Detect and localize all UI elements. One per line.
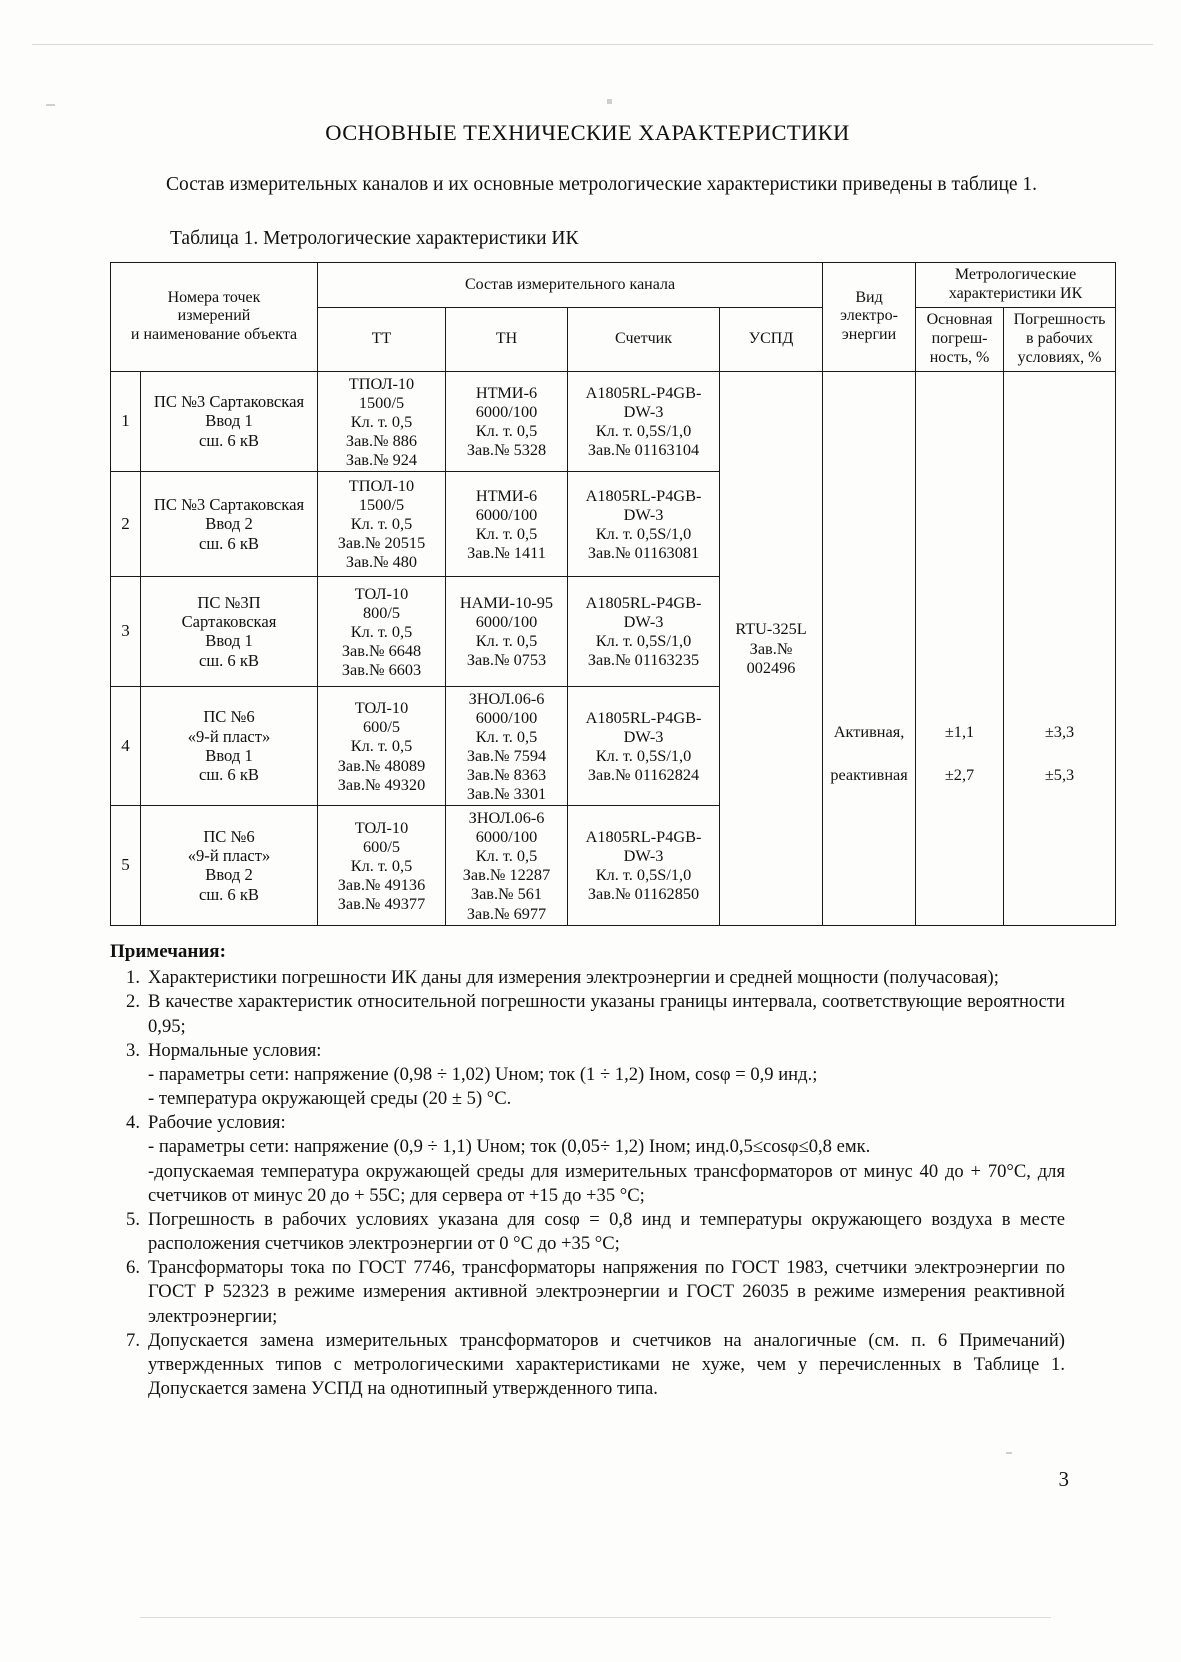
cell-line: 600/5 — [362, 717, 401, 737]
cell-line: сш. 6 кВ — [198, 430, 259, 450]
cell-line: Ввод 1 — [205, 746, 253, 765]
cell-line: Кл. т. 0,5 — [475, 726, 538, 746]
cell-line: 6000/100 — [475, 402, 538, 422]
cell-line: Кл. т. 0,5 — [475, 631, 538, 651]
cell-energy-type: Активная, реактивная — [823, 371, 916, 925]
cell-counter — [568, 576, 720, 686]
header-main-error: Основная погреш- ность, % — [916, 307, 1004, 371]
row-number — [111, 471, 141, 576]
cell-line: 4 — [121, 736, 130, 756]
cell-line: DW-3 — [623, 846, 664, 866]
cell-line: 6000/100 — [475, 707, 538, 727]
cell-line: Кл. т. 0,5 — [350, 621, 413, 641]
cell-line: Зав.№ 6648 — [341, 640, 422, 660]
cell-line: Кл. т. 0,5 — [475, 523, 538, 543]
cell-tn — [446, 686, 568, 805]
cell-line: Зав.№ 886 — [345, 430, 418, 450]
notes-list — [110, 966, 1065, 1401]
scan-artifact-top-rule — [32, 44, 1153, 45]
note-marker: 4. — [126, 1112, 140, 1134]
cell-working-error: ±3,3 ±5,3 — [1004, 371, 1116, 925]
cell-line: Зав.№ 48089 — [337, 755, 426, 775]
cell-object — [141, 806, 318, 925]
note-text: Рабочие условия: - параметры сети: напряжение (0,9 ÷ 1,1) Uном; ток (0,05÷ 1,2) Iном; инд.0,5≤cosφ≤0,8 емк. -допускаемая температура окружающей среды для измерительных трансформаторов от минус 40 до + 70°С, для счетчиков от минус 20 до + 55С; для сервера от +15 до +35 °С; — [148, 1111, 1065, 1208]
cell-line: A1805RL-P4GB- — [585, 383, 702, 403]
table-body — [111, 371, 1116, 925]
note-item — [110, 1329, 1065, 1402]
cell-line: НТМИ-6 — [475, 383, 538, 403]
note-marker: 3. — [126, 1039, 140, 1061]
note-item — [110, 1256, 1065, 1329]
cell-line: «9-й пласт» — [187, 726, 271, 746]
header-measurement-points: Номера точек измерений и наименование объекта — [111, 263, 318, 371]
header-channel-composition: Состав измерительного канала — [318, 263, 823, 308]
cell-line: сш. 6 кВ — [198, 884, 259, 904]
cell-line: Зав.№ 20515 — [337, 533, 426, 553]
note-marker: 6. — [126, 1257, 140, 1279]
cell-line: Зав.№ 6603 — [341, 659, 422, 679]
note-marker: 1. — [126, 967, 140, 989]
cell-line: 1500/5 — [358, 392, 405, 412]
cell-line: Зав.№ 49136 — [337, 874, 426, 894]
scan-artifact-bottom-rule — [140, 1617, 1051, 1618]
cell-line: Зав.№ 924 — [345, 449, 418, 469]
note-marker: 7. — [126, 1329, 140, 1351]
cell-line: 1 — [121, 411, 130, 431]
cell-line: ПС №3 Сартаковская — [153, 494, 305, 514]
cell-line: A1805RL-P4GB- — [585, 593, 702, 613]
cell-line: ПС №6 — [203, 826, 255, 846]
cell-object — [141, 371, 318, 471]
row-number — [111, 806, 141, 925]
note-item — [110, 1039, 1065, 1112]
note-subline: - параметры сети: напряжение (0,98 ÷ 1,02) Uном; ток (1 ÷ 1,2) Iном, cosφ = 0,9 инд.; — [148, 1063, 818, 1085]
cell-line: DW-3 — [623, 402, 664, 422]
cell-line: НТМИ-6 — [475, 485, 538, 505]
cell-line: Зав.№ 01163235 — [587, 650, 700, 670]
cell-line: Зав.№ 6977 — [466, 903, 547, 923]
note-subline: -допускаемая температура окружающей среды для измерительных трансформаторов от минус 40 до + 70°С, для счетчиков от минус 20 до + 55С; для сервера от +15 до +35 °С; — [148, 1160, 1065, 1206]
note-text: Трансформаторы тока по ГОСТ 7746, трансформаторы напряжения по ГОСТ 1983, счетчики электроэнергии по ГОСТ Р 52323 в режиме измерения активной электроэнергии и ГОСТ 26035 в режиме измерения реактивной электроэнергии; — [148, 1257, 1065, 1327]
cell-line: ПС №3 Сартаковская — [153, 392, 305, 412]
cell-line: Кл. т. 0,5S/1,0 — [595, 746, 692, 765]
note-text: Характеристики погрешности ИК даны для измерения электроэнергии и средней мощности (получасовая); — [148, 967, 999, 989]
cell-line: Сартаковская — [181, 611, 277, 631]
header-tt: ТТ — [318, 307, 446, 371]
cell-line: Зав.№ 01163104 — [587, 440, 700, 460]
cell-line: НАМИ-10-95 — [459, 593, 554, 613]
cell-line: Ввод 2 — [205, 865, 253, 885]
cell-object — [141, 686, 318, 805]
cell-line: 1500/5 — [358, 495, 405, 515]
cell-line: 6000/100 — [475, 827, 538, 847]
cell-line: ЗНОЛ.06-6 — [468, 808, 545, 828]
row-number — [111, 371, 141, 471]
note-item — [110, 966, 1065, 990]
row-number — [111, 686, 141, 805]
intro-paragraph: Состав измерительных каналов и их основные метрологические характеристики приведены в таблице 1. — [166, 174, 1038, 195]
notes-section — [110, 940, 1065, 1402]
cell-uspd — [720, 371, 823, 925]
note-marker: 5. — [126, 1208, 140, 1230]
cell-line: Кл. т. 0,5 — [350, 855, 413, 875]
cell-line: Ввод 2 — [205, 514, 253, 534]
cell-line: 6000/100 — [475, 612, 538, 632]
page-number: 3 — [1058, 1467, 1069, 1491]
cell-line: Зав.№ 7594 — [466, 746, 547, 765]
cell-line: ТОЛ-10 — [354, 698, 409, 718]
cell-line: Ввод 1 — [205, 631, 253, 651]
cell-line: A1805RL-P4GB- — [585, 485, 702, 505]
cell-line: Кл. т. 0,5S/1,0 — [595, 523, 692, 543]
cell-line: ПС №3П — [197, 592, 261, 612]
cell-tt — [318, 576, 446, 686]
cell-object — [141, 471, 318, 576]
cell-line: сш. 6 кВ — [198, 765, 259, 785]
cell-line: Ввод 1 — [205, 411, 253, 431]
metrology-characteristics-table — [110, 262, 1116, 925]
cell-counter — [568, 371, 720, 471]
cell-line: ТПОЛ-10 — [348, 476, 415, 496]
cell-line: Зав.№ 480 — [345, 552, 418, 572]
header-metrology-characteristics: Метрологические характеристики ИК — [916, 263, 1116, 308]
cell-line: Кл. т. 0,5 — [350, 411, 413, 431]
header-energy-type: Вид электро- энергии — [823, 263, 916, 371]
cell-line: Кл. т. 0,5S/1,0 — [595, 631, 692, 651]
note-text: Нормальные условия: - параметры сети: напряжение (0,98 ÷ 1,02) Uном; ток (1 ÷ 1,2) Iном, cosφ = 0,9 инд.; - температура окружающей среды (20 ± 5) °С. — [148, 1039, 1065, 1112]
cell-line: Зав.№ 49377 — [337, 893, 426, 913]
cell-line: Зав.№ 12287 — [462, 865, 551, 885]
cell-line: сш. 6 кВ — [198, 533, 259, 553]
header-working-error: Погрешность в рабочих условиях, % — [1004, 307, 1116, 371]
cell-tn — [446, 806, 568, 925]
cell-line: 3 — [121, 621, 130, 641]
cell-line: ТОЛ-10 — [354, 583, 409, 603]
cell-line: Зав.№ 01162824 — [587, 765, 700, 785]
cell-line: Зав.№ 561 — [470, 884, 543, 904]
cell-line: Зав.№ 8363 — [466, 765, 547, 785]
cell-line: A1805RL-P4GB- — [585, 707, 702, 727]
note-text: Погрешность в рабочих условиях указана для cosφ = 0,8 инд и температуры окружающего воздуха в месте расположения счетчиков электроэнергии от 0 °С до +35 °С; — [148, 1208, 1065, 1255]
header-uspd: УСПД — [720, 307, 823, 371]
cell-tt — [318, 371, 446, 471]
cell-tn — [446, 371, 568, 471]
cell-line: A1805RL-P4GB- — [585, 827, 702, 847]
table-caption: Таблица 1. Метрологические характеристики ИК — [170, 228, 579, 250]
scan-speck — [607, 99, 612, 104]
cell-line: Зав.№ 49320 — [337, 774, 426, 794]
cell-line: DW-3 — [623, 726, 664, 746]
note-subline: - температура окружающей среды (20 ± 5) °С. — [148, 1088, 512, 1110]
cell-line: DW-3 — [623, 612, 664, 632]
page-content — [110, 120, 1106, 1401]
cell-line: «9-й пласт» — [187, 845, 271, 865]
cell-tt — [318, 471, 446, 576]
cell-line: 5 — [121, 855, 130, 875]
cell-line: 2 — [121, 513, 130, 533]
notes-title: Примечания: — [110, 940, 226, 962]
note-item — [110, 1208, 1065, 1256]
cell-line: Кл. т. 0,5 — [475, 421, 538, 441]
note-subline: - параметры сети: напряжение (0,9 ÷ 1,1) Uном; ток (0,05÷ 1,2) Iном; инд.0,5≤cosφ≤0,8 емк. — [148, 1136, 871, 1158]
cell-line: ЗНОЛ.06-6 — [468, 688, 545, 708]
note-item — [110, 990, 1065, 1038]
scan-speck — [46, 104, 55, 106]
cell-line: Зав.№ 1411 — [467, 542, 546, 562]
cell-line: Зав.№ 01162850 — [587, 884, 700, 904]
note-item — [110, 1111, 1065, 1208]
note-marker: 2. — [126, 991, 140, 1013]
cell-line: ТОЛ-10 — [354, 817, 409, 837]
header-counter: Счетчик — [568, 307, 720, 371]
cell-tn — [446, 576, 568, 686]
cell-line: Кл. т. 0,5 — [475, 846, 538, 866]
cell-line: 6000/100 — [475, 504, 538, 524]
table-header-row-1 — [111, 263, 1116, 308]
cell-line: 002496 — [746, 657, 796, 677]
cell-main-error: ±1,1 ±2,7 — [916, 371, 1004, 925]
header-tn: ТН — [446, 307, 568, 371]
cell-object — [141, 576, 318, 686]
page-title: ОСНОВНЫЕ ТЕХНИЧЕСКИЕ ХАРАКТЕРИСТИКИ — [325, 120, 850, 145]
cell-line: Кл. т. 0,5 — [350, 736, 413, 756]
cell-line: Зав.№ 5328 — [466, 440, 547, 460]
cell-line: Кл. т. 0,5S/1,0 — [595, 421, 692, 441]
cell-line: Кл. т. 0,5 — [350, 514, 413, 534]
row-number — [111, 576, 141, 686]
cell-tt — [318, 686, 446, 805]
scan-speck — [1006, 1452, 1012, 1454]
cell-line: Зав.№ — [749, 638, 793, 658]
cell-line: 800/5 — [362, 602, 401, 622]
cell-line: Кл. т. 0,5S/1,0 — [595, 865, 692, 885]
cell-tt — [318, 806, 446, 925]
cell-tn — [446, 471, 568, 576]
cell-counter — [568, 686, 720, 805]
cell-counter — [568, 806, 720, 925]
cell-line: Зав.№ 0753 — [466, 650, 547, 670]
cell-line: DW-3 — [623, 504, 664, 524]
cell-line: Зав.№ 01163081 — [587, 542, 700, 562]
cell-counter — [568, 471, 720, 576]
cell-line: 600/5 — [362, 836, 401, 856]
table-row — [111, 371, 1116, 471]
cell-line: RTU-325L — [735, 619, 807, 639]
note-text: Допускается замена измерительных трансформаторов и счетчиков на аналогичные (см. п. 6 Примечаний) утвержденных типов с метрологическими характеристиками не хуже, чем у перечисленных в Таблице 1. Допускается замена УСПД на однотипный утвержденного типа. — [148, 1329, 1065, 1400]
cell-line: ПС №6 — [203, 707, 255, 727]
cell-line: Зав.№ 3301 — [466, 784, 547, 804]
note-text: В качестве характеристик относительной погрешности указаны границы интервала, соответствующие вероятности 0,95; — [148, 991, 1065, 1037]
cell-line: ТПОЛ-10 — [348, 373, 415, 393]
cell-line: сш. 6 кВ — [198, 650, 259, 670]
